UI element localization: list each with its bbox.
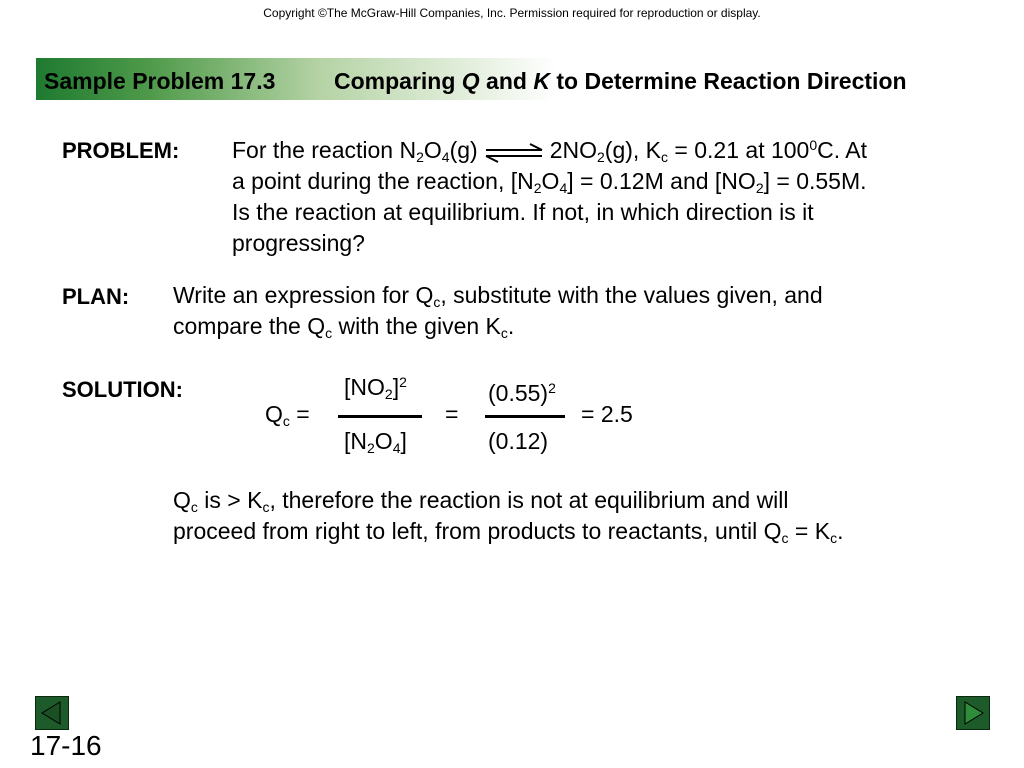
plan-text bbox=[173, 280, 823, 342]
slide-number: 17-16 bbox=[30, 730, 102, 761]
problem-line-4: progressing? bbox=[232, 230, 365, 256]
slide-title: Comparing Q and K to Determine Reaction Direction bbox=[334, 68, 907, 94]
solution-label: SOLUTION: bbox=[62, 377, 183, 402]
equals-sign: = bbox=[445, 401, 459, 427]
conclusion-line-1: $Q_c$ is > $K_c$, therefore the reaction is not at equilibrium and will bbox=[173, 487, 789, 515]
qc-symbol: $Q_c$ = bbox=[265, 401, 310, 429]
conclusion-text bbox=[173, 485, 843, 547]
plan-line-2: compare the $Q_c$ with the given $K_c$. bbox=[173, 313, 515, 341]
problem-line-1: For the reaction $N_2O_4(g)$ $2NO_2(g)$, $K_c = 0.21$ at $100^0C$. At bbox=[232, 137, 868, 165]
problem-text bbox=[232, 135, 867, 259]
next-slide-button[interactable] bbox=[956, 696, 990, 730]
sample-problem-number: Sample Problem 17.3 bbox=[44, 68, 276, 94]
plan-label: PLAN: bbox=[62, 284, 130, 309]
equilibrium-arrows-icon bbox=[484, 141, 544, 163]
fraction-bar-expression bbox=[338, 415, 422, 418]
plan-line-1: Write an expression for $Q_c$, substitute with the values given, and bbox=[173, 282, 823, 310]
fraction-bar-values bbox=[485, 415, 565, 418]
numerator-expression: $[NO_2]^2$ bbox=[344, 374, 407, 402]
qc-result: = 2.5 bbox=[581, 401, 633, 427]
problem-label: PROBLEM: bbox=[62, 138, 180, 163]
problem-line-3: Is the reaction at equilibrium. If not, in which direction is it bbox=[232, 199, 814, 225]
copyright-notice: Copyright ©The McGraw-Hill Companies, Inc. Permission required for reproduction or display. bbox=[263, 6, 761, 20]
numerator-value: $(0.55)^2$ bbox=[488, 380, 556, 406]
triangle-right-icon bbox=[957, 716, 989, 733]
problem-line-2: a point during the reaction, $[N_2O_4] = 0.12M$ and $[NO_2] = 0.55M$. bbox=[232, 168, 867, 196]
denominator-expression: $[N_2O_4]$ bbox=[344, 428, 407, 456]
previous-slide-button[interactable] bbox=[35, 696, 69, 730]
denominator-value: (0.12) bbox=[488, 428, 549, 454]
conclusion-line-2: proceed from right to left, from products to reactants, until $Q_c = K_c$. bbox=[173, 518, 844, 546]
